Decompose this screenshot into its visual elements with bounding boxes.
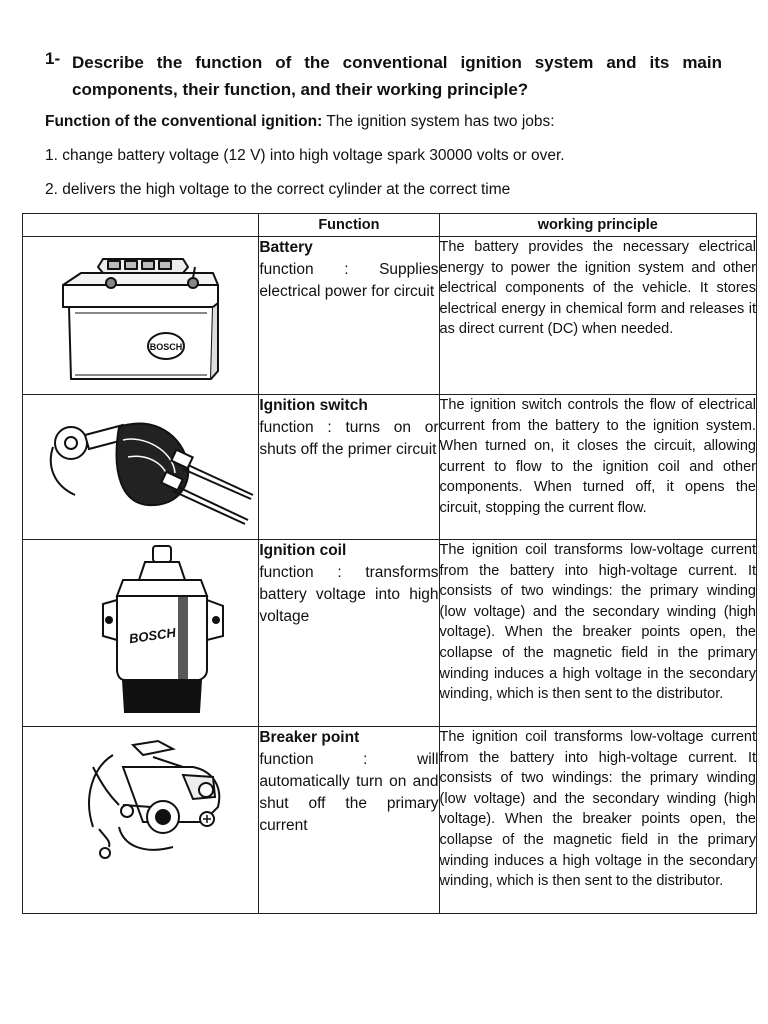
- intro-label: Function of the conventional ignition:: [45, 113, 323, 130]
- question-number: 1-: [45, 49, 61, 68]
- function-cell: [259, 540, 439, 727]
- ignition-coil-icon: [23, 540, 259, 726]
- header-function: Function: [259, 214, 439, 237]
- image-cell: [23, 540, 259, 727]
- principle-cell: The ignition coil transforms low-voltage current from the battery into high-voltage current. It consists of two windings: the primary winding (low voltage) and the secondary winding (high voltage). When the breaker points open, the collapse of the magnetic field in the primary winding induces a high voltage in the secondary winding, which is then sent to the distributor.: [439, 727, 756, 914]
- component-name: Ignition switch: [259, 397, 368, 414]
- table-row: [23, 540, 757, 727]
- component-name: Ignition coil: [259, 542, 347, 559]
- image-cell: [23, 395, 259, 540]
- job-2: 2. delivers the high voltage to the correct cylinder at the correct time: [45, 181, 511, 198]
- intro-paragraph: [45, 113, 555, 131]
- image-cell: [23, 237, 259, 395]
- component-function: function : Supplies electrical power for circuit: [259, 261, 439, 300]
- question-text: Describe the function of the conventional ignition system and its main components, their function, and their working principle?: [72, 53, 722, 99]
- intro-text: The ignition system has two jobs:: [322, 113, 555, 130]
- header-principle: working principle: [439, 214, 756, 237]
- principle-cell: The battery provides the necessary electrical energy to power the ignition system and other electrical components of the vehicle. It stores electrical energy in chemical form and releases it as direct current (DC) when needed.: [439, 237, 756, 395]
- function-cell: [259, 727, 439, 914]
- table-row: [23, 395, 757, 540]
- ignition-switch-icon: [23, 395, 259, 539]
- function-cell: [259, 395, 439, 540]
- table-row: [23, 727, 757, 914]
- components-table: [22, 213, 757, 914]
- battery-brand-label: BOSCH: [149, 342, 183, 352]
- breaker-point-icon: [23, 727, 259, 913]
- header-image: [23, 214, 259, 237]
- car-battery-icon: [23, 237, 259, 394]
- component-function: function : transforms battery voltage into high voltage: [259, 564, 439, 625]
- component-function: function : turns on or shuts off the primer circuit: [259, 419, 439, 458]
- component-name: Breaker point: [259, 729, 360, 746]
- job-1: 1. change battery voltage (12 V) into high voltage spark 30000 volts or over.: [45, 147, 565, 164]
- coil-brand-label: BOSCH: [128, 624, 177, 647]
- component-name: Battery: [259, 239, 313, 256]
- function-cell: [259, 237, 439, 395]
- table-row: [23, 237, 757, 395]
- component-function: function : will automatically turn on and shut off the primary current: [259, 751, 439, 834]
- principle-cell: The ignition coil transforms low-voltage current from the battery into high-voltage current. It consists of two windings: the primary winding (low voltage) and the secondary winding (high voltage). When the breaker points open, the collapse of the magnetic field in the primary winding induces a high voltage in the secondary winding, which is then sent to the distributor.: [439, 540, 756, 727]
- image-cell: [23, 727, 259, 914]
- principle-cell: The ignition switch controls the flow of electrical current from the battery to the ignition system. When turned on, it closes the circuit, allowing current to flow to the ignition coil and other components. When turned off, it opens the circuit, stopping the current flow.: [439, 395, 756, 540]
- table-header-row: [23, 214, 757, 237]
